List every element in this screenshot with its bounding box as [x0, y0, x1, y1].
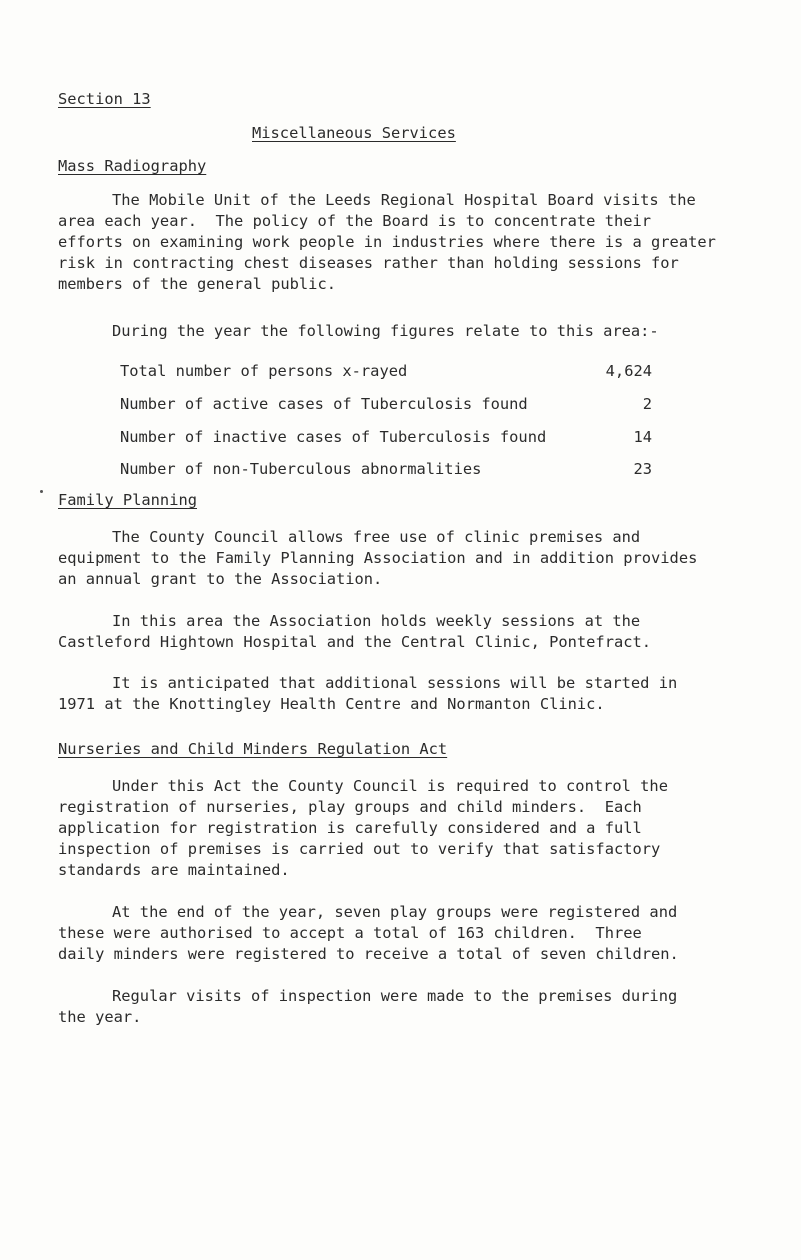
text-line: the year.: [58, 1008, 142, 1026]
text-line: Castleford Hightown Hospital and the Central Clinic, Pontefract.: [58, 633, 652, 651]
mass-radiography-heading: Mass Radiography: [58, 157, 207, 175]
stray-mark: [40, 490, 43, 493]
text-line: an annual grant to the Association.: [58, 570, 383, 588]
text-line: The Mobile Unit of the Leeds Regional Hospital Board visits the: [112, 191, 696, 209]
family-planning-paragraph-2: [58, 611, 798, 653]
text-line: It is anticipated that additional sessions will be started in: [112, 674, 678, 692]
text-line: efforts on examining work people in industries where there is a greater: [58, 233, 716, 251]
figure-row: [120, 428, 652, 450]
text-line: inspection of premises is carried out to verify that satisfactory: [58, 840, 661, 858]
text-line: equipment to the Family Planning Association and in addition provides: [58, 549, 698, 567]
section-label: Section 13: [58, 90, 151, 108]
text-line: area each year. The policy of the Board is to concentrate their: [58, 212, 652, 230]
text-line: these were authorised to accept a total of 163 children. Three: [58, 924, 642, 942]
main-title: Miscellaneous Services: [252, 124, 456, 142]
text-line: application for registration is carefully considered and a full: [58, 819, 642, 837]
figure-value: 4,624: [605, 362, 652, 380]
family-planning-heading: Family Planning: [58, 491, 197, 509]
figure-label: Number of inactive cases of Tuberculosis found: [120, 428, 547, 446]
figure-value: 2: [642, 395, 652, 413]
family-planning-paragraph-3: [58, 673, 798, 715]
text-line: daily minders were registered to receive a total of seven children.: [58, 945, 679, 963]
nurseries-paragraph-3: [58, 986, 798, 1028]
text-line: Regular visits of inspection were made to the premises during: [112, 987, 678, 1005]
figure-label: Number of active cases of Tuberculosis found: [120, 395, 528, 413]
figure-row: [120, 362, 652, 384]
text-line: 1971 at the Knottingley Health Centre and Normanton Clinic.: [58, 695, 605, 713]
text-line: risk in contracting chest diseases rather than holding sessions for: [58, 254, 679, 272]
figure-row: [120, 395, 652, 417]
mass-radiography-paragraph: [58, 190, 798, 295]
text-line: In this area the Association holds weekly sessions at the: [112, 612, 641, 630]
figure-value: 14: [633, 428, 652, 446]
family-planning-paragraph-1: [58, 527, 798, 590]
figures-intro: During the year the following figures relate to this area:-: [112, 322, 659, 340]
text-line: members of the general public.: [58, 275, 336, 293]
nurseries-paragraph-1: [58, 776, 798, 881]
text-line: The County Council allows free use of clinic premises and: [112, 528, 641, 546]
text-line: Under this Act the County Council is required to control the: [112, 777, 668, 795]
nurseries-paragraph-2: [58, 902, 798, 965]
figure-value: 23: [633, 460, 652, 478]
text-line: standards are maintained.: [58, 861, 290, 879]
text-line: At the end of the year, seven play groups were registered and: [112, 903, 678, 921]
figure-label: Number of non-Tuberculous abnormalities: [120, 460, 482, 478]
nurseries-heading: Nurseries and Child Minders Regulation Act: [58, 740, 448, 758]
text-line: registration of nurseries, play groups and child minders. Each: [58, 798, 642, 816]
figure-row: [120, 460, 652, 482]
figure-label: Total number of persons x-rayed: [120, 362, 408, 380]
